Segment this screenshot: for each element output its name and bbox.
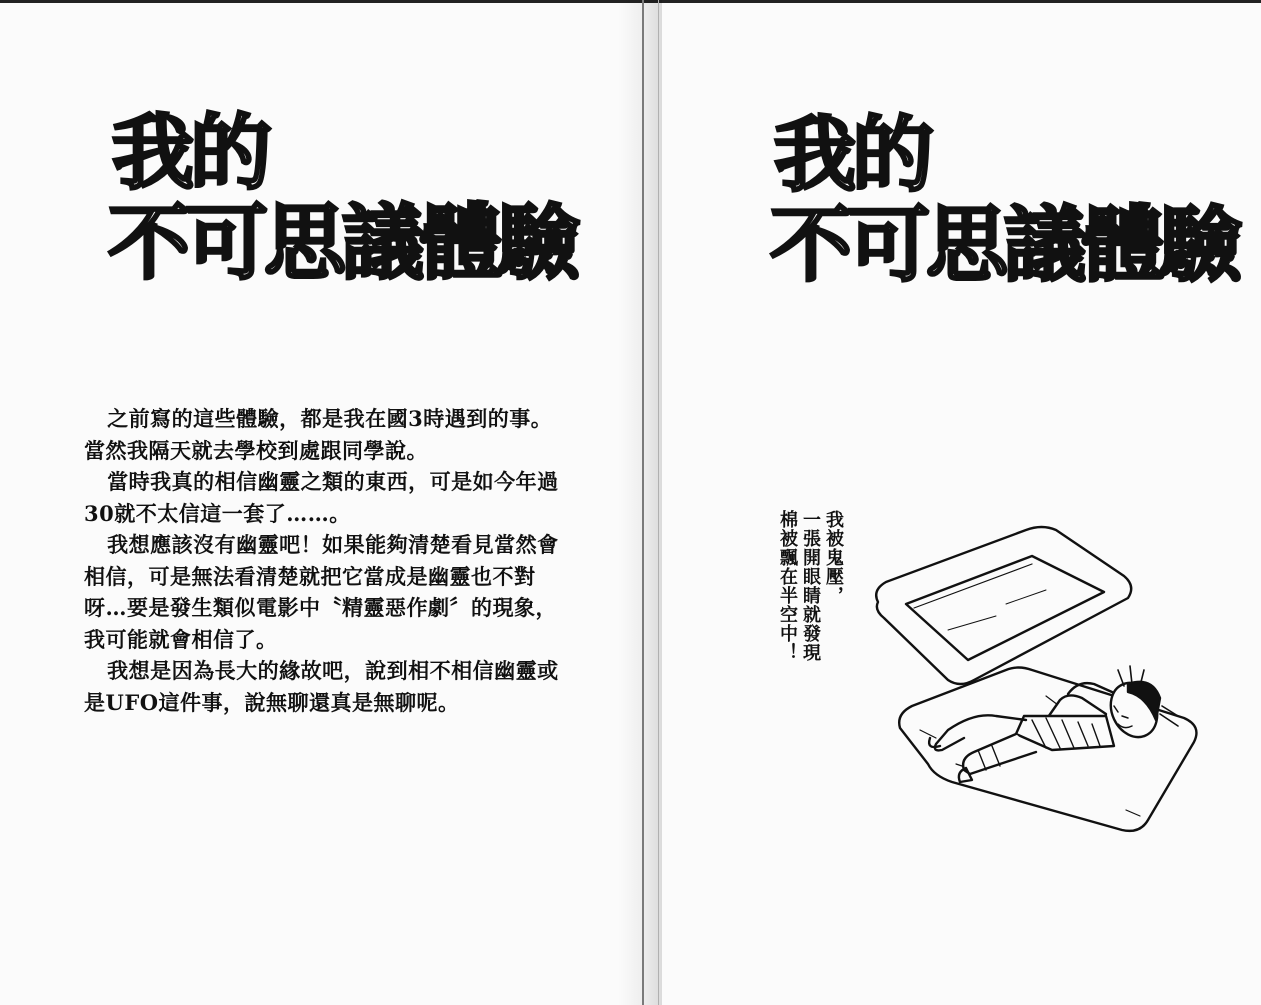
essay-paragraph-1: 之前寫的這些體驗，都是我在國3時遇到的事。當然我隔天就去學校到處跟同學說。 [84, 406, 553, 463]
left-title-line-1: 我的 [112, 106, 269, 201]
essay-paragraph-3: 我想應該沒有幽靈吧！如果能夠清楚看見當然會相信，可是無法看清楚就把它當成是幽靈也不對呀…要是發生類似電影中〝精靈惡作劇〞的現象，我可能就會相信了。 [84, 532, 559, 652]
illustration-caption [776, 510, 845, 710]
right-page-title [770, 108, 1239, 293]
right-title-line-2: 不可思議體驗 [770, 198, 1239, 293]
essay-paragraph-4: 我想是因為長大的緣故吧，說到相不相信幽靈或是UFO這件事，說無聊還真是無聊呢。 [84, 658, 559, 715]
caption-line-2: 一張開眼睛就發現 [800, 510, 821, 662]
essay-paragraph-2: 當時我真的相信幽靈之類的東西，可是如今年過30就不太信這一套了……。 [84, 469, 559, 526]
left-page-title [108, 106, 577, 291]
left-title-line-2: 不可思議體驗 [108, 196, 577, 291]
caption-line-1: 我被鬼壓， [823, 510, 844, 605]
essay-text [84, 403, 564, 718]
floating-blanket-drawing [876, 527, 1131, 684]
right-title-line-1: 我的 [774, 108, 931, 203]
caption-line-3: 棉被飄在半空中！ [777, 510, 798, 662]
right-page [644, 0, 1261, 1005]
floating-futon-illustration [856, 520, 1216, 850]
